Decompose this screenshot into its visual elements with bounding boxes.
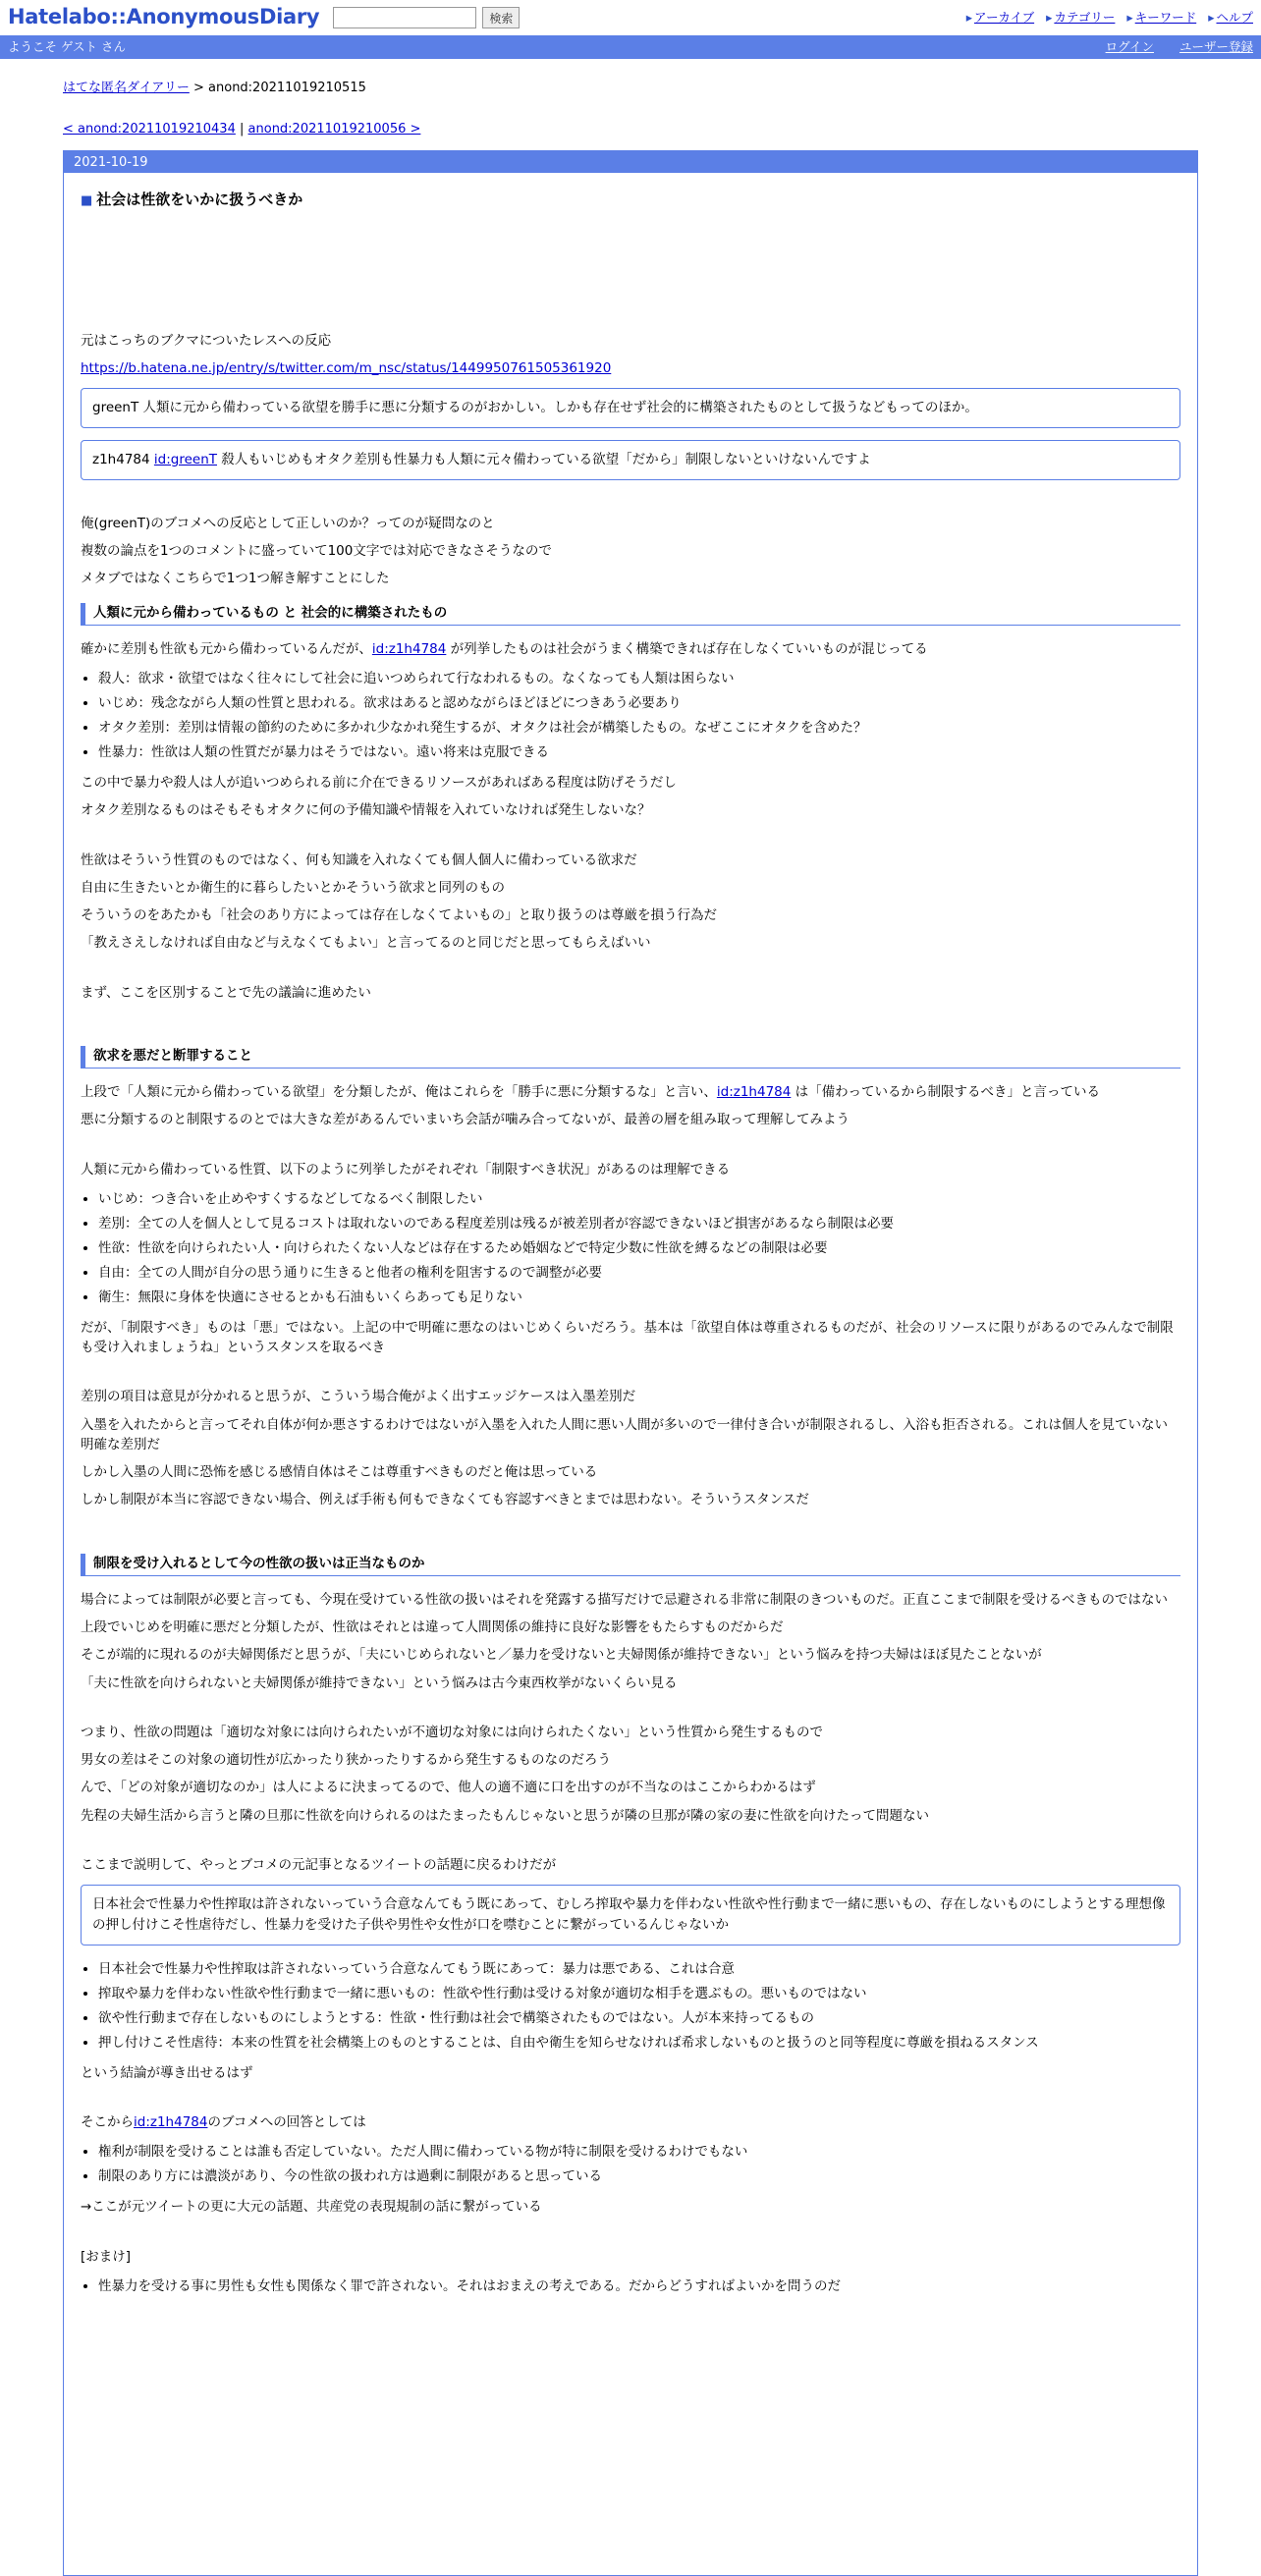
para-line: 場合によっては制限が必要と言っても、今現在受けている性欲の扱いはそれを発露する描写だけで忌避される非常に制限のきついものだ。正直ここまで制限を受けるべきものではない [81, 1591, 1168, 1608]
text-span: 上段で「人類に元から備わっている欲望」を分類したが、俺はこれらを「勝手に悪に分類するな」と言い、 [81, 1084, 717, 1101]
para-line: しかし制限が本当に容認できない場合、例えば手術も何もできなくても容認すべきとまでは思わない。そういうスタンスだ [81, 1492, 809, 1508]
list-item: • 性暴力を受ける事に男性も女性も関係なく罪で許されない。それはおまえの考えである。だからどうすればよいかを問うのだ [98, 2275, 1180, 2299]
para-line: 差別の項目は意見が分かれると思うが、こういう場合俺がよく出すエッジケースは入墨差別だ [81, 1389, 636, 1405]
list-item: • オタク差別：差別は情報の節約のために多かれ少なかれ発生するが、オタクは社会が構築したもの。なぜここにオタクを含めた？ [98, 716, 1180, 740]
bullet-list [81, 667, 1180, 765]
list-item: • 差別：全ての人を個人として見るコストは取れないのである程度差別は残るが被差別者が容認できないほど損害があるなら制限は必要 [98, 1212, 1180, 1236]
para-line: メタブではなくこちらで1つ1つ解き解すことにした [81, 571, 390, 587]
para-line: 入墨を入れたからと言ってそれ自体が何か悪さするわけではないが入墨を入れた人間に悪い人間が多いので一律付き合いが制限されるし、入浴も拒否される。これは個人を見ていない明確な差別だ [81, 1416, 1168, 1452]
para-line: オタク差別なるものはそもそもオタクに何の予備知識や情報を入れていなければ発生しないな？ [81, 802, 651, 819]
para-line: つまり、性欲の問題は「適切な対象には向けられたいが不適切な対象には向けられたくない」という性質から発生するもので [81, 1724, 823, 1740]
para-line: まず、ここを区別することで先の議論に進めたい [81, 984, 371, 1001]
welcome-text: ようこそ ゲスト さん [8, 38, 126, 54]
quote-id-link[interactable]: id:greenT [153, 451, 217, 467]
entry-square-icon[interactable]: ■ [81, 193, 93, 208]
search-input[interactable] [333, 7, 476, 28]
prev-entry-link[interactable]: < anond:20211019210434 [63, 121, 236, 137]
para-line: んで、「どの対象が適切なのか」は人によるに決まってるので、他人の適不適に口を出すのが不当なのはここからわかるはず [81, 1780, 816, 1796]
site-logo[interactable]: Hatelabo::AnonymousDiary [8, 5, 320, 29]
top-nav [966, 9, 1253, 27]
nav-archive-link[interactable]: ▸ アーカイブ [966, 9, 1034, 27]
para-line [81, 639, 1180, 659]
entry-pager [63, 120, 1198, 139]
entry-body [64, 173, 1197, 2299]
list-item: • いじめ：残念ながら人類の性質と思われる。欲求はあると認めながらほどほどにつきあう必要あり [98, 691, 1180, 716]
spacer [81, 211, 1180, 331]
para-line [81, 1082, 1180, 1102]
entry-title [81, 189, 1180, 211]
list-item: • 衛生：無限に身体を快適にさせるとかも石油もいくらあっても足りない [98, 1286, 1180, 1310]
para-line: そこが端的に現れるのが夫婦関係だと思うが、「夫にいじめられないと／暴力を受けないと夫婦関係が維持できない」という悩みを持つ夫婦はほぼ見たことないが [81, 1647, 1042, 1664]
para-line: 人類に元から備わっている性質、以下のように列挙したがそれぞれ「制限すべき状況」があるのは理解できる [81, 1161, 731, 1178]
quote-z1h4784 [81, 440, 1180, 480]
id-link[interactable]: id:z1h4784 [716, 1084, 792, 1101]
quote-text: 殺人もいじめもオタク差別も性暴力も人類に元々備わっている欲望「だから」制限しないといけないんですよ [221, 451, 871, 467]
id-link[interactable]: id:z1h4784 [134, 2114, 208, 2131]
para-line: この中で暴力や殺人は人が追いつめられる前に介在できるリソースがあればある程度は防げそうだし [81, 775, 677, 792]
para-line: ここまで説明して、やっとブコメの元記事となるツイートの話題に戻るわけだが [81, 1856, 557, 1873]
para-line: 自由に生きたいとか衛生的に暮らしたいとかそういう欲求と同列のもの [81, 879, 505, 896]
para-line: 複数の論点を1つのコメントに盛っていて100文字では対応できなさそうなので [81, 543, 552, 560]
list-item: • 欲や性行動まで存在しないものにしようとする：性欲・性行動は社会で構築されたものではない。人が本来持ってるもの [98, 2006, 1180, 2031]
list-item: • 押し付けこそ性虐待：本来の性質を社会構築上のものとすることは、自由や衛生を知らせなければ希求しないものと扱うのと同等程度に尊厳を損ねるスタンス [98, 2031, 1180, 2055]
text-span: は「備わっているから制限するべき」と言っている [791, 1084, 1100, 1101]
id-link[interactable]: id:z1h4784 [371, 640, 447, 657]
section-heading: 欲求を悪だと断罪すること [81, 1046, 1180, 1069]
section-heading: 制限を受け入れるとして今の性欲の扱いは正当なものか [81, 1554, 1180, 1576]
para-line: そういうのをあたかも「社会のあり方によっては存在しなくてよいもの」と取り扱うのは尊厳を損う行為だ [81, 907, 717, 924]
breadcrumb-home-link[interactable]: はてな匿名ダイアリー [63, 81, 190, 95]
para-line: だが、「制限すべき」ものは「悪」ではない。上記の中で明確に悪なのはいじめくらいだろう。基本は「欲望自体は尊重されるものだが、社会のリソースに限りがあるのでみんなで制限も受け入れましょうね」というスタンスを取るべき [81, 1319, 1174, 1356]
breadcrumb-separator: > [192, 81, 204, 95]
para-line: 「夫に性欲を向けられないと夫婦関係が維持できない」という悩みは古今東西枚挙がないくらい見る [81, 1674, 678, 1691]
register-link[interactable]: ユーザー登録 [1179, 38, 1253, 54]
pager-separator: | [240, 121, 245, 137]
quote-tweet: 日本社会で性暴力や性搾取は許されないっていう合意なんてもう既にあって、むしろ搾取や暴力を伴わない性欲や性行動まで一緒に悪いもの、存在しないものにしようとする理想像の押し付けこそ性虐待だし、性暴力を受けた子供や男性や女性が口を噤むことに繋がっているんじゃないか [81, 1885, 1180, 1946]
para-line: しかし入墨の人間に恐怖を感じる感情自体はそこは尊重すべきものだと俺は思っている [81, 1464, 598, 1481]
text-span: そこから [81, 2114, 134, 2131]
breadcrumb [63, 79, 1198, 98]
login-link[interactable]: ログイン [1105, 38, 1154, 54]
day-date: 2021-10-19 [64, 151, 1197, 173]
section-heading: 人類に元から備わっているもの と 社会的に構築されたもの [81, 603, 1180, 626]
nav-help-link[interactable]: ▸ ヘルプ [1208, 9, 1253, 27]
para-line: 俺(greenT)のブコメへの反応として正しいのか？ってのが疑問なのと [81, 515, 495, 531]
main-content [0, 79, 1198, 2576]
list-item: • 権利が制限を受けることは誰も否定していない。ただ人間に備わっている物が特に制限を受けるわけでもない [98, 2140, 1180, 2165]
list-item: • 制限のあり方には濃淡があり、今の性欲の扱われ方は過剰に制限があると思っている [98, 2165, 1180, 2189]
list-item: • いじめ：つき合いを止めやすくするなどしてなるべく制限したい [98, 1187, 1180, 1212]
bullet-list [81, 2140, 1180, 2189]
entry-title-text: 社会は性欲をいかに扱うべきか [96, 191, 303, 208]
para-line: →ここが元ツイートの更に大元の話題、共産党の表現規制の話に繋がっている [81, 2199, 542, 2216]
day-section [63, 150, 1198, 2576]
quote-user: z1h4784 [92, 451, 150, 467]
para-line [81, 2112, 1180, 2132]
welcome-bar [0, 35, 1261, 59]
para-line: 上段でいじめを明確に悪だと分類したが、性欲はそれとは違って人間関係の維持に良好な影響をもたらすものだからだ [81, 1619, 784, 1636]
text-span: のブコメへの回答としては [207, 2114, 366, 2131]
nav-category-link[interactable]: ▸ カテゴリー [1046, 9, 1115, 27]
next-entry-link[interactable]: anond:20211019210056 > [247, 121, 421, 137]
para-line: という結論が導き出せるはず [81, 2064, 253, 2081]
para-line: 先程の夫婦生活から言うと隣の旦那に性欲を向けられるのはたまったもんじゃないと思うが隣の旦那が隣の家の妻に性欲を向けたって問題ない [81, 1807, 929, 1824]
text-span: が列挙したものは社会がうまく構築できれば存在しなくていいものが混じってる [446, 640, 928, 657]
text-span: 確かに差別も性欲も元から備わっているんだが、 [81, 640, 372, 657]
quote-greent: greenT 人類に元から備わっている欲望を勝手に悪に分類するのがおかしい。しかも存在せず社会的に構築されたものとして扱うなどもってのほか。 [81, 388, 1180, 428]
para-line: 「教えさえしなければ自由など与えなくてもよい」と言ってるのと同じだと思ってもらえばいい [81, 935, 651, 952]
intro-text: 元はこっちのブクマについたレスへの反応 [81, 332, 332, 349]
site-header [0, 0, 1261, 35]
nav-keyword-link[interactable]: ▸ キーワード [1126, 9, 1196, 27]
list-item: • 性欲：性欲を向けられたい人・向けられたくない人などは存在するため婚姻などで特定少数に性欲を縛るなどの制限は必要 [98, 1236, 1180, 1261]
para-line: 男女の差はそこの対象の適切性が広かったり狭かったりするから発生するものなのだろう [81, 1752, 611, 1769]
list-item: • 搾取や暴力を伴わない性欲や性行動まで一緒に悪いもの：性欲や性行動は受ける対象が適切な相手を選ぶもの。悪いものではない [98, 1982, 1180, 2006]
list-item: • 日本社会で性暴力や性搾取は許されないっていう合意なんてもう既にあって：暴力は悪である、これは合意 [98, 1957, 1180, 1982]
bullet-list [81, 1957, 1180, 2055]
omake-label: [おまけ] [81, 2248, 132, 2265]
list-item: • 殺人：欲求・欲望ではなく往々にして社会に追いつめられて行なわれるもの。なくなっても人類は困らない [98, 667, 1180, 691]
search-button[interactable]: 検索 [482, 7, 520, 28]
para-line: 性欲はそういう性質のものではなく、何も知識を入れなくても個人個人に備わっている欲求だ [81, 851, 637, 868]
list-item: • 自由：全ての人間が自分の思う通りに生きると他者の権利を阻害するので調整が必要 [98, 1261, 1180, 1286]
bullet-list [81, 2275, 1180, 2299]
breadcrumb-current: anond:20211019210515 [208, 81, 366, 95]
list-item: • 性暴力：性欲は人類の性質だが暴力はそうではない。遠い将来は克服できる [98, 740, 1180, 765]
para-line: 悪に分類するのと制限するのとでは大きな差があるんでいまいち会話が噛み合ってないが、最善の層を組み取って理解してみよう [81, 1112, 850, 1128]
bullet-list [81, 1187, 1180, 1310]
bookmark-link[interactable]: https://b.hatena.ne.jp/entry/s/twitter.com/m_nsc/status/1449950761505361920 [81, 359, 612, 376]
